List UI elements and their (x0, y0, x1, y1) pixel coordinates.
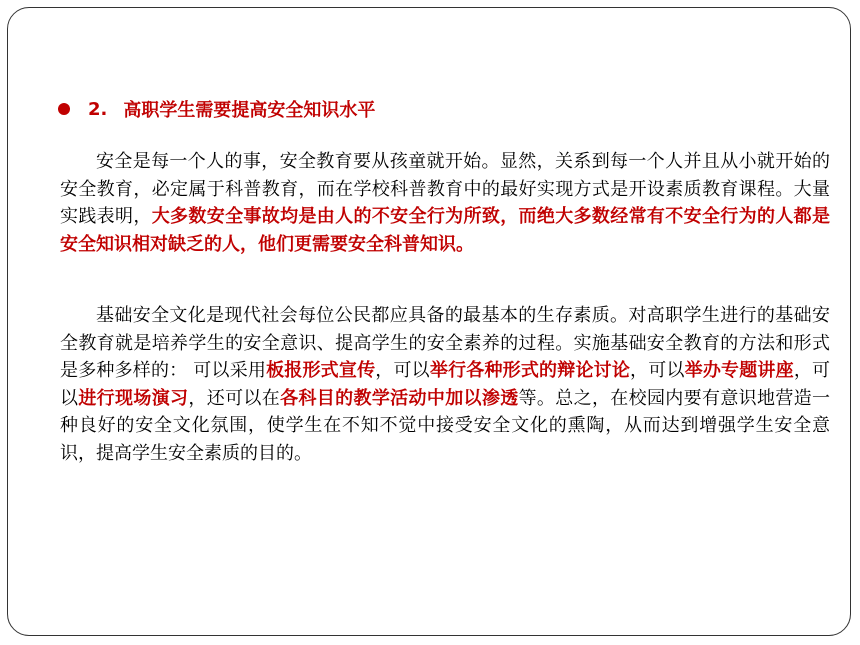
paragraph2-part1: 基础安全文化是现代社会每位公民都应具备的最基本的生存素质。对高职学生进行的基础安全教育就是培养学生的安全意识、提高学生的安全素养的过程。实施基础安全教育的方法和形式是多种多样的： 可以采用 (60, 305, 830, 381)
paragraph2-part3: ，可以 (630, 360, 685, 381)
paragraph-safety-education (60, 148, 830, 258)
highlight-debate-discussion: 举行各种形式的辩论讨论 (429, 360, 631, 381)
section-heading (58, 96, 375, 122)
highlight-blackboard-publicity: 板报形式宣传 (266, 360, 376, 381)
highlight-subject-integration: 各科目的教学活动中加以渗透 (280, 387, 519, 409)
heading-number: 2. (88, 98, 108, 120)
paragraph1-text: 安全是每一个人的事，安全教育要从孩童就开始。显然，关系到每一个人并且从小就开始的安全教育，必定属于科普教育，而在学校科普教育中的最好实现方式是开设素质教育课程。大量实践表明， (60, 151, 830, 227)
paragraph2-part2: ，可以 (375, 360, 430, 381)
bullet-dot-icon (58, 103, 70, 115)
paragraph2-part4: ，可以 (60, 360, 831, 409)
paragraph2-part6: 等。总之，在校园内要有意识地营造一种良好的安全文化氛围，使学生在不知不觉中接受安全文化的熏陶，从而达到增强学生安全意识，提高学生安全素质的目的。 (60, 387, 831, 464)
paragraph-safety-culture (60, 302, 830, 467)
paragraph2-part5: ，还可以在 (188, 387, 281, 409)
heading-title: 高职学生需要提高安全知识水平 (123, 100, 376, 121)
highlight-special-lecture: 举办专题讲座 (684, 360, 794, 381)
paragraph1-highlight: 大多数安全事故均是由人的不安全行为所致，而绝大多数经常有不安全行为的人都是安全知识相对缺乏的人，他们更需要安全科普知识。 (60, 206, 831, 255)
highlight-onsite-drill: 进行现场演习 (78, 387, 189, 409)
